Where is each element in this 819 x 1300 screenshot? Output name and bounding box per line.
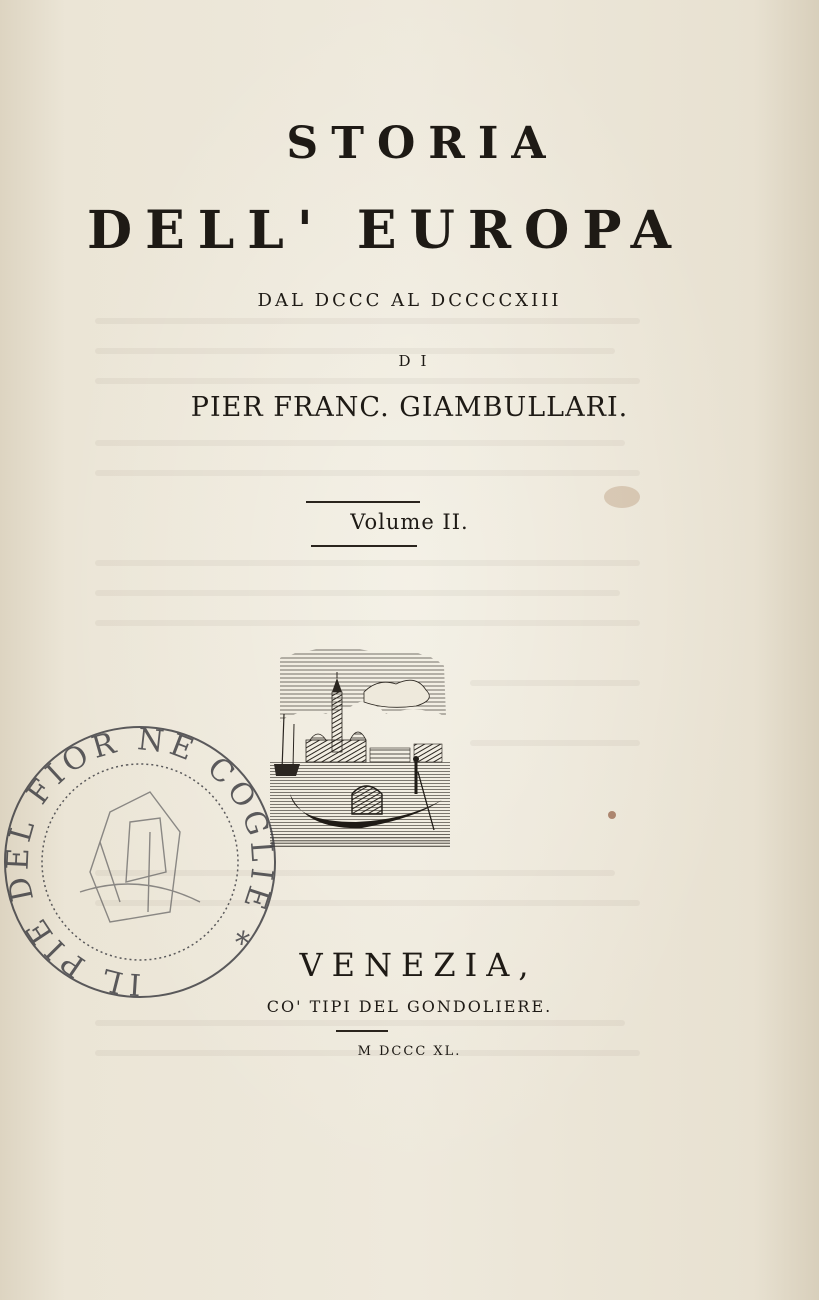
subtitle: DAL DCCC AL DCCCCXIII xyxy=(257,290,562,311)
author-name: PIER FRANC. GIAMBULLARI. xyxy=(190,392,629,423)
imprint-year: M DCCC XL. xyxy=(357,1044,462,1059)
by-line: DI xyxy=(398,352,437,370)
foxing-spot xyxy=(608,811,616,819)
imprint-city: VENEZIA, xyxy=(299,946,538,984)
stamp-inscription: IL PIE DEL FIOR NE COGLIE * xyxy=(0,722,280,1002)
title-line-2: DELL' EUROPA xyxy=(86,200,685,261)
volume-label: Volume II. xyxy=(350,510,469,534)
imprint-printer: CO' TIPI DEL GONDOLIERE. xyxy=(266,997,553,1016)
rule-top xyxy=(306,501,420,503)
foxing-spot xyxy=(604,486,640,508)
rule-imprint xyxy=(336,1030,388,1032)
title-line-1: STORIA xyxy=(286,118,559,169)
rule-bottom xyxy=(311,545,417,547)
venice-gondola-engraving xyxy=(266,644,454,854)
